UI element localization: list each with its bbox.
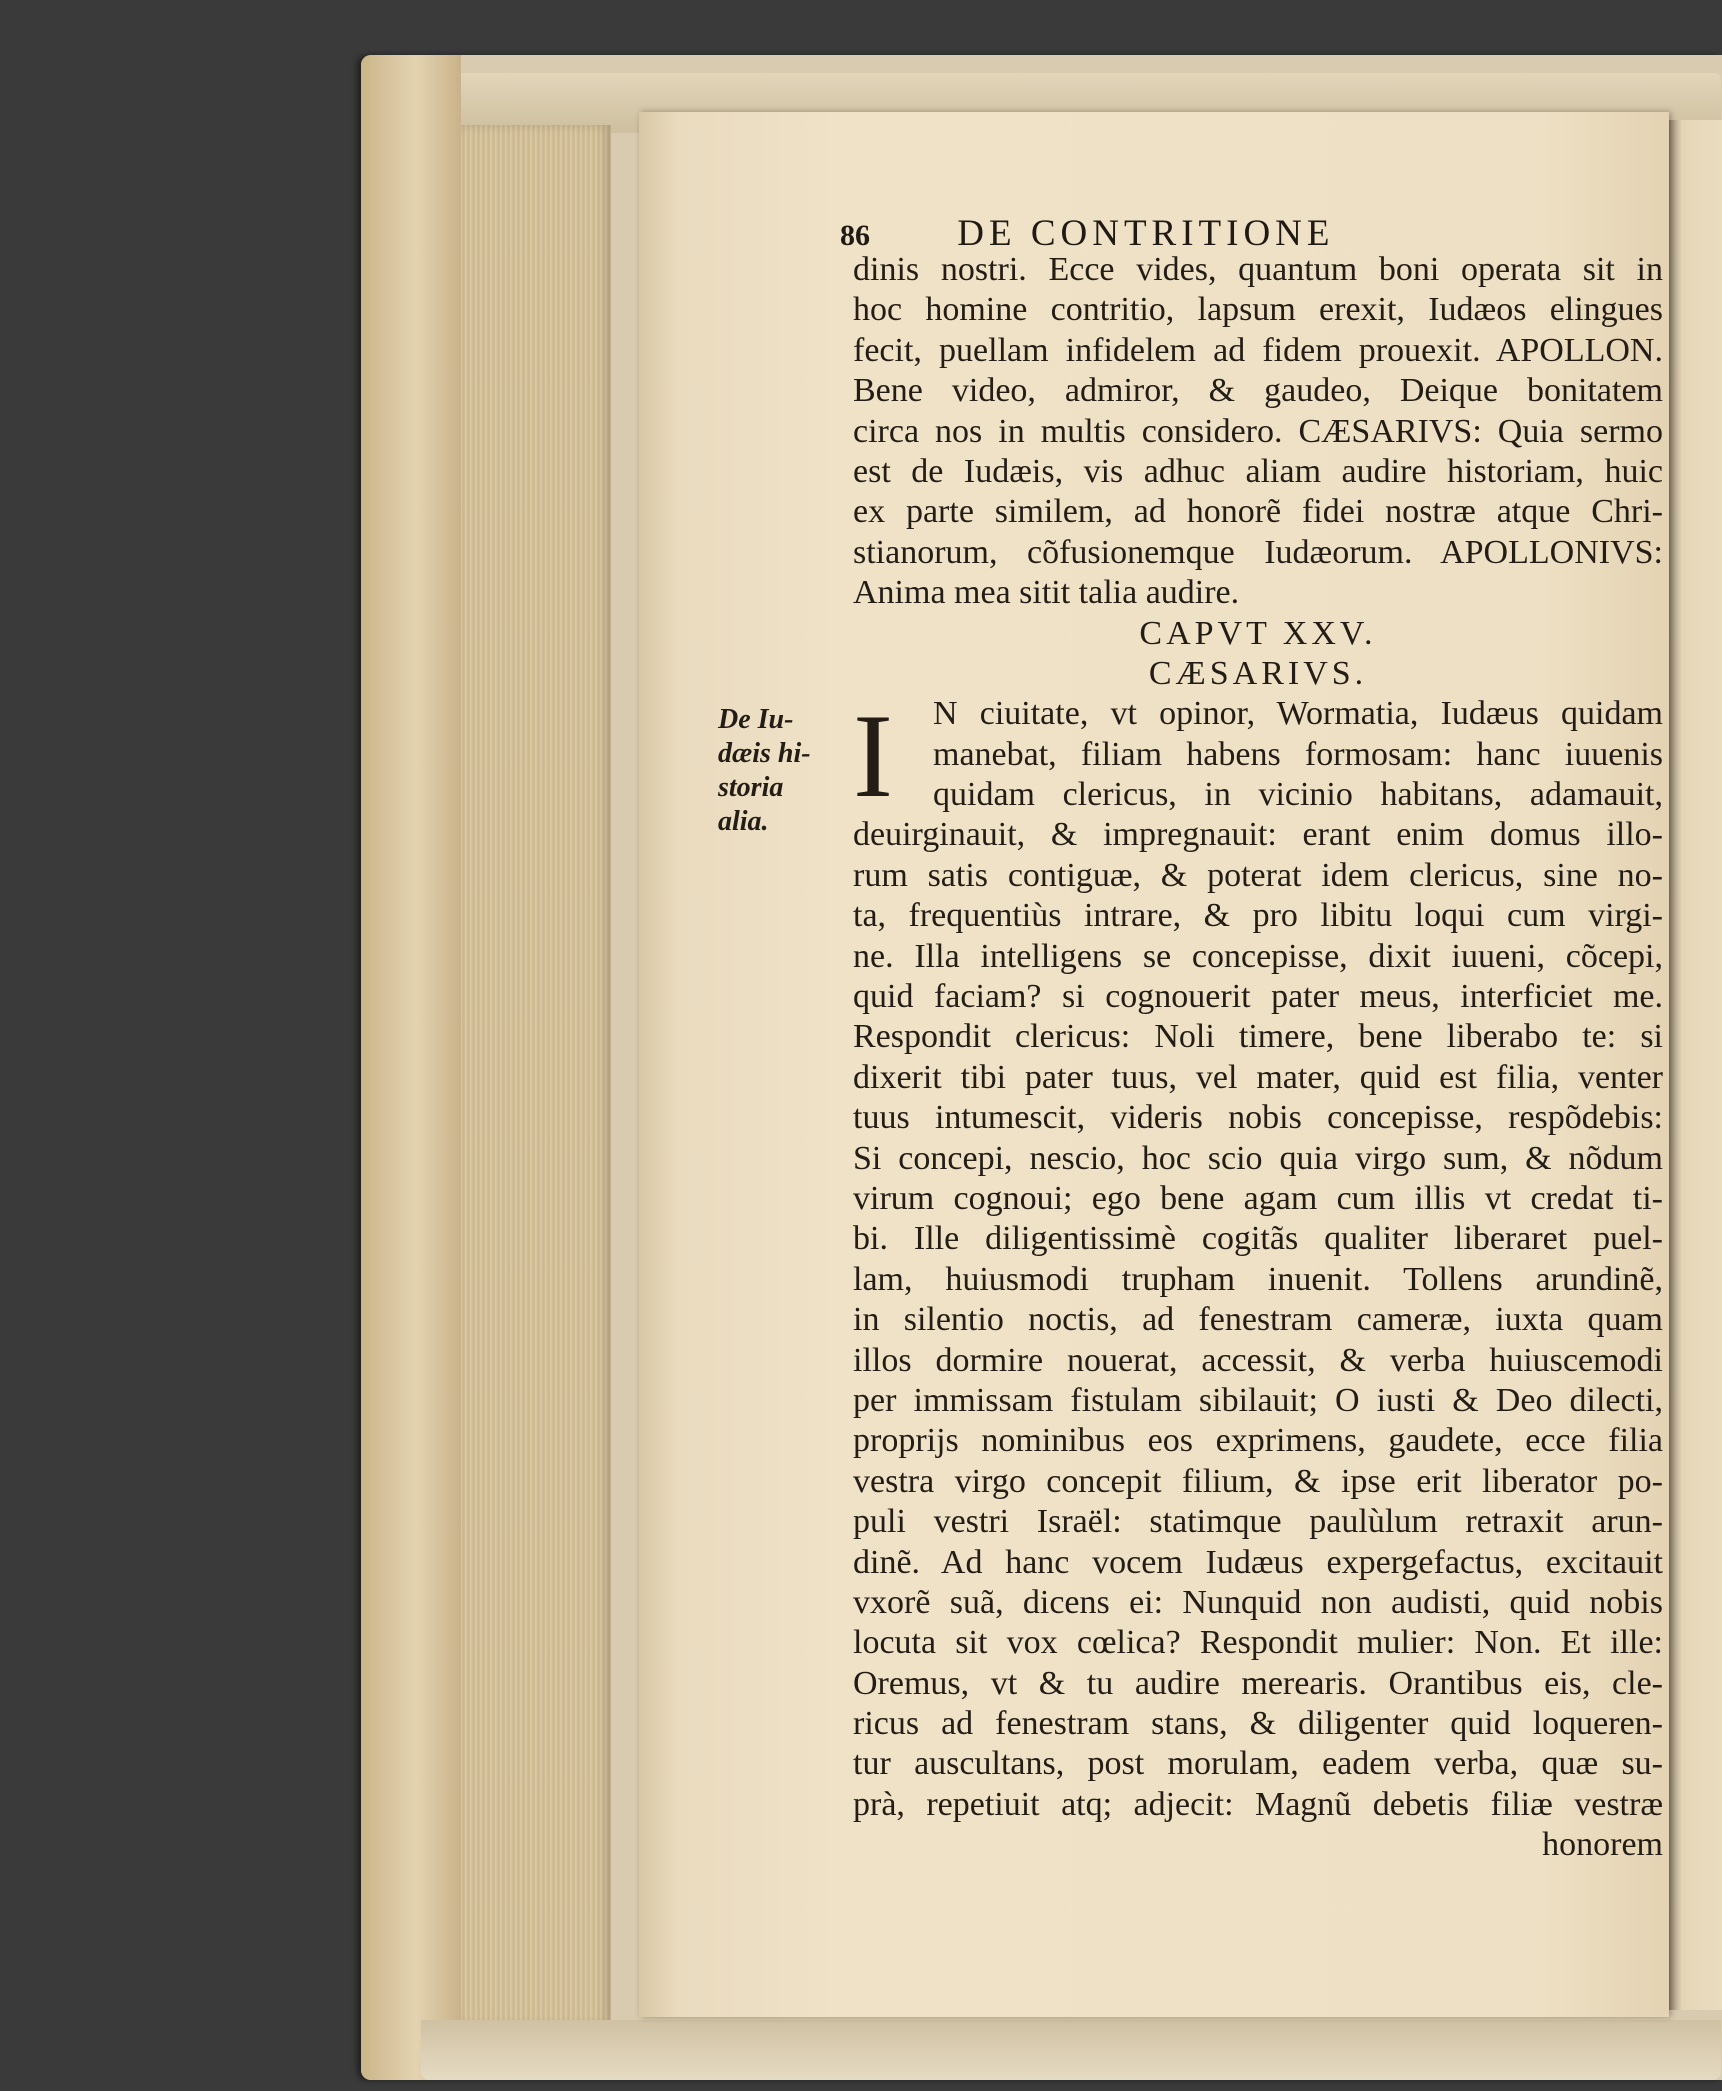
text-line: est de Iudæis, vis adhuc aliam audire historiam, huic bbox=[853, 452, 1663, 490]
text-line: Bene video, admiror, & gaudeo, Deique bonitatem bbox=[853, 372, 1663, 410]
marginal-note-line: De Iu- bbox=[718, 704, 794, 735]
text-line: dixerit tibi pater tuus, vel mater, quid est filia, venter bbox=[853, 1058, 1663, 1096]
book-spine-edge bbox=[361, 55, 461, 2080]
text-line: circa nos in multis considero. CÆSARIVS: Quia sermo bbox=[853, 412, 1663, 450]
marginal-note-line: alia. bbox=[718, 806, 769, 837]
text-line: Anima mea sitit talia audire. bbox=[853, 574, 1240, 612]
text-line: bi. Ille diligentissimè cogitãs qualiter liberaret puel- bbox=[853, 1220, 1663, 1258]
text-line: hoc homine contritio, lapsum erexit, Iudæos elingues bbox=[853, 291, 1663, 329]
text-line: in silentio noctis, ad fenestram cameræ, iuxta quam bbox=[853, 1301, 1663, 1339]
text-line: quidam clericus, in vicinio habitans, adamauit, bbox=[933, 776, 1663, 814]
running-head bbox=[840, 212, 1335, 252]
text-line: illos dormire nouerat, accessit, & verba huiuscemodi bbox=[853, 1341, 1663, 1379]
marginal-note-line: storia bbox=[718, 772, 784, 803]
text-line: Si concepi, nescio, hoc scio quia virgo sum, & nõdum bbox=[853, 1139, 1663, 1177]
text-line: ex parte similem, ad honorẽ fidei nostræ atque Chri- bbox=[853, 493, 1663, 531]
marginal-note-line: dæis hi- bbox=[718, 738, 811, 769]
text-line: tuus intumescit, videris nobis concepisse, respõdebis: bbox=[853, 1099, 1663, 1137]
text-line: tur auscultans, post morulam, eadem verba, quæ su- bbox=[853, 1745, 1663, 1783]
text-line: vestra virgo concepit filium, & ipse erit liberator po- bbox=[853, 1462, 1663, 1500]
text-line: dinẽ. Ad hanc vocem Iudæus expergefactus, excitauit bbox=[853, 1543, 1663, 1581]
text-line: virum cognoui; ego bene agam cum illis vt credat ti- bbox=[853, 1179, 1663, 1217]
text-line: deuirginauit, & impregnauit: erant enim domus illo- bbox=[853, 816, 1663, 854]
page-number: 86 bbox=[840, 219, 870, 252]
page-edges bbox=[461, 125, 611, 2025]
text-line: Respondit clericus: Noli timere, bene liberabo te: si bbox=[853, 1018, 1663, 1056]
text-line: quid faciam? si cognouerit pater meus, interficiet me. bbox=[853, 978, 1663, 1016]
text-line: stianorum, cõfusionemque Iudæorum. APOLLONIVS: bbox=[853, 533, 1663, 571]
text-line: N ciuitate, vt opinor, Wormatia, Iudæus quidam bbox=[933, 695, 1663, 733]
text-line: prà, repetiuit atq; adjecit: Magnũ debetis filiæ vestræ bbox=[853, 1785, 1663, 1823]
text-line: locuta sit vox cœlica? Respondit mulier: Non. Et ille: bbox=[853, 1624, 1663, 1662]
text-line: ne. Illa intelligens se concepisse, dixit iuueni, cõcepi, bbox=[853, 937, 1663, 975]
text-line: puli vestri Israël: statimque paulùlum retraxit arun- bbox=[853, 1503, 1663, 1541]
text-line: vxorẽ suã, dicens ei: Nunquid non audisti, quid nobis bbox=[853, 1583, 1663, 1621]
body-text bbox=[853, 250, 1663, 1866]
marginal-note bbox=[718, 703, 828, 839]
text-line: dinis nostri. Ecce vides, quantum boni operata sit in bbox=[853, 251, 1663, 288]
text-line: lam, huiusmodi trupham inuenit. Tollens arundinẽ, bbox=[853, 1260, 1663, 1298]
running-title: DE CONTRITIONE bbox=[957, 213, 1335, 254]
cover-bottom-edge bbox=[421, 2020, 1721, 2080]
text-line: proprijs nominibus eos exprimens, gaudete, ecce filia bbox=[853, 1422, 1663, 1460]
drop-cap: I bbox=[853, 689, 893, 822]
text-line: ta, frequentiùs intrare, & pro libitu loqui cum virgi- bbox=[853, 897, 1663, 935]
text-line: rum satis contiguæ, & poterat idem clericus, sine no- bbox=[853, 856, 1663, 894]
chapter-heading: CAPVT XXV. bbox=[1139, 614, 1377, 652]
text-line: fecit, puellam infidelem ad fidem prouexit. APOLLON. bbox=[853, 331, 1663, 369]
facing-page-edge bbox=[1665, 120, 1722, 2010]
speaker-heading: CÆSARIVS. bbox=[1148, 654, 1368, 692]
text-line: manebat, filiam habens formosam: hanc iuuenis bbox=[933, 735, 1663, 773]
text-line: ricus ad fenestram stans, & diligenter quid loqueren- bbox=[853, 1705, 1663, 1743]
text-line: Oremus, vt & tu audire merearis. Orantibus eis, cle- bbox=[853, 1664, 1663, 1702]
text-line: per immissam fistulam sibilauit; O iusti & Deo dilecti, bbox=[853, 1381, 1663, 1419]
catchword: honorem bbox=[1542, 1826, 1663, 1864]
